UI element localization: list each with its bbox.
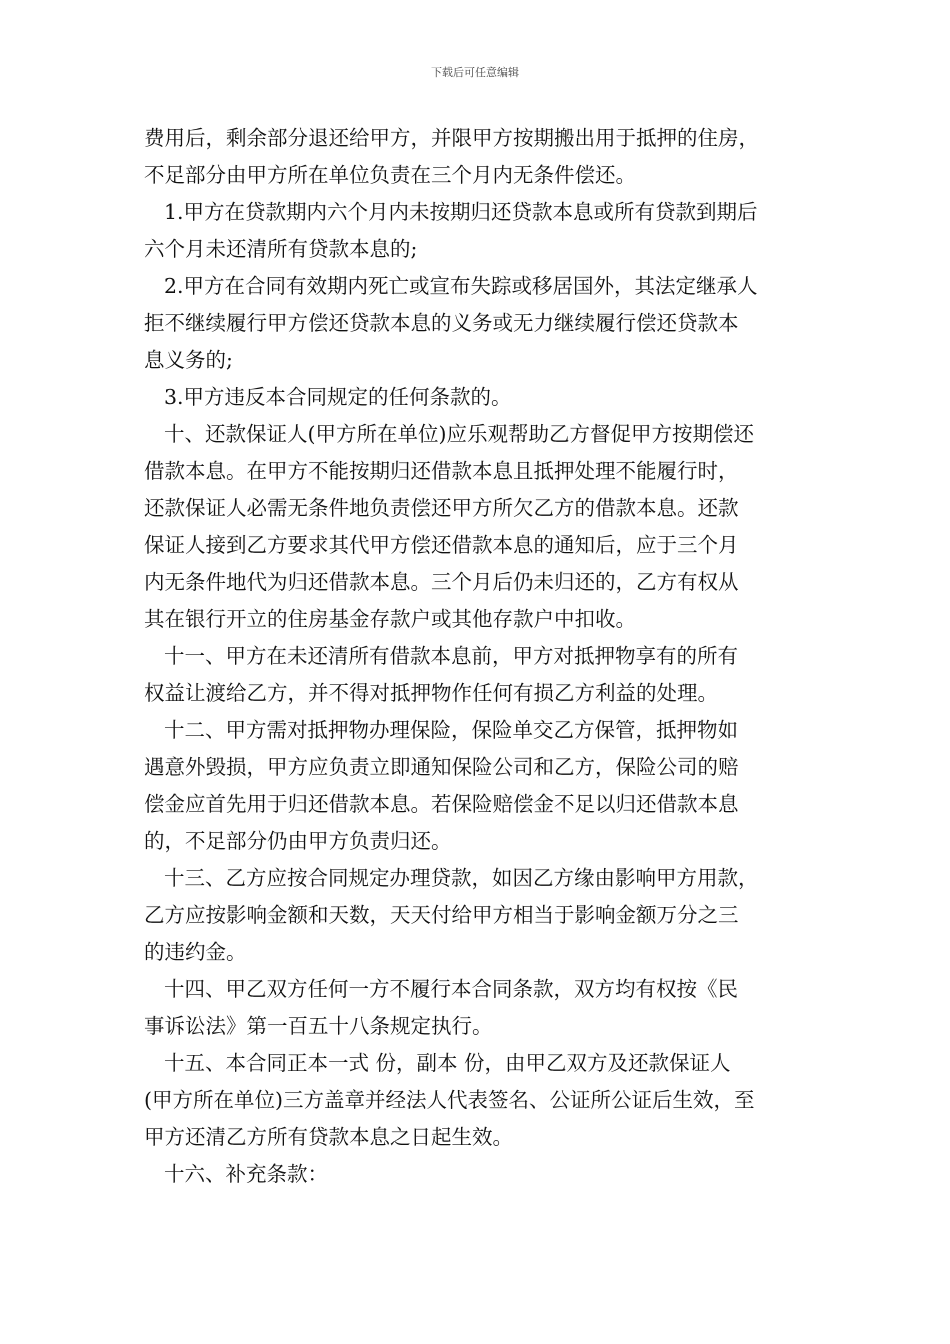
paragraph-clause-10 xyxy=(144,416,810,638)
text-line: 还款保证人必需无条件地负责偿还甲方所欠乙方的借款本息。还款 xyxy=(144,496,739,520)
paragraph-item-3 xyxy=(144,379,810,416)
text-line: 2.甲方在合同有效期内死亡或宣布失踪或移居国外，其法定继承人 xyxy=(164,274,758,298)
paragraph-clause-12 xyxy=(144,712,810,860)
text-line: 十一、甲方在未还清所有借款本息前，甲方对抵押物享有的所有 xyxy=(164,644,738,668)
text-line: 乙方应按影响金额和天数，天天付给甲方相当于影响金额万分之三 xyxy=(144,903,739,927)
text-line: 的，不足部分仍由甲方负责归还。 xyxy=(144,829,452,853)
text-line: 费用后，剩余部分退还给甲方，并限甲方按期搬出用于抵押的住房， xyxy=(144,126,759,150)
page-header-note: 下载后可任意编辑 xyxy=(431,66,519,79)
text-line: 拒不继续履行甲方偿还贷款本息的义务或无力继续履行偿还贷款本 xyxy=(144,311,739,335)
text-line: 权益让渡给乙方，并不得对抵押物作任何有损乙方利益的处理。 xyxy=(144,681,718,705)
text-line: 3.甲方违反本合同规定的任何条款的。 xyxy=(164,385,512,409)
document-body xyxy=(144,120,810,1193)
paragraph-continuation xyxy=(144,120,810,194)
text-line: 十三、乙方应按合同规定办理贷款，如因乙方缘由影响甲方用款， xyxy=(164,866,759,890)
text-line: 内无条件地代为归还借款本息。三个月后仍未归还的，乙方有权从 xyxy=(144,570,739,594)
text-line: 借款本息。在甲方不能按期归还借款本息且抵押处理不能履行时， xyxy=(144,459,739,483)
paragraph-clause-15 xyxy=(144,1045,810,1156)
text-line: 不足部分由甲方所在单位负责在三个月内无条件偿还。 xyxy=(144,163,636,187)
text-line: 的违约金。 xyxy=(144,940,247,964)
text-line: 十四、甲乙双方任何一方不履行本合同条款，双方均有权按《民 xyxy=(164,977,738,1001)
text-line: 甲方还清乙方所有贷款本息之日起生效。 xyxy=(144,1125,513,1149)
text-line: 十二、甲方需对抵押物办理保险，保险单交乙方保管，抵押物如 xyxy=(164,718,738,742)
paragraph-clause-11 xyxy=(144,638,810,712)
text-line: 十五、本合同正本一式 份，副本 份，由甲乙双方及还款保证人 xyxy=(164,1051,731,1075)
text-line: 六个月未还清所有贷款本息的; xyxy=(144,237,418,261)
text-line: 其在银行开立的住房基金存款户或其他存款户中扣收。 xyxy=(144,607,636,631)
text-line: 偿金应首先用于归还借款本息。若保险赔偿金不足以归还借款本息 xyxy=(144,792,739,816)
text-line: 保证人接到乙方要求其代甲方偿还借款本息的通知后，应于三个月 xyxy=(144,533,739,557)
text-line: 1.甲方在贷款期内六个月内未按期归还贷款本息或所有贷款到期后 xyxy=(164,200,758,224)
text-line: 息义务的; xyxy=(144,348,233,372)
text-line: (甲方所在单位)三方盖章并经法人代表签名、公证所公证后生效，至 xyxy=(144,1088,755,1112)
paragraph-item-2 xyxy=(144,268,810,379)
paragraph-clause-13 xyxy=(144,860,810,971)
text-line: 十六、补充条款： xyxy=(164,1162,328,1186)
paragraph-clause-16 xyxy=(144,1156,810,1193)
text-line: 十、还款保证人(甲方所在单位)应乐观帮助乙方督促甲方按期偿还 xyxy=(164,422,754,446)
paragraph-clause-14 xyxy=(144,971,810,1045)
text-line: 事诉讼法》第一百五十八条规定执行。 xyxy=(144,1014,493,1038)
text-line: 遇意外毁损，甲方应负责立即通知保险公司和乙方，保险公司的赔 xyxy=(144,755,739,779)
paragraph-item-1 xyxy=(144,194,810,268)
